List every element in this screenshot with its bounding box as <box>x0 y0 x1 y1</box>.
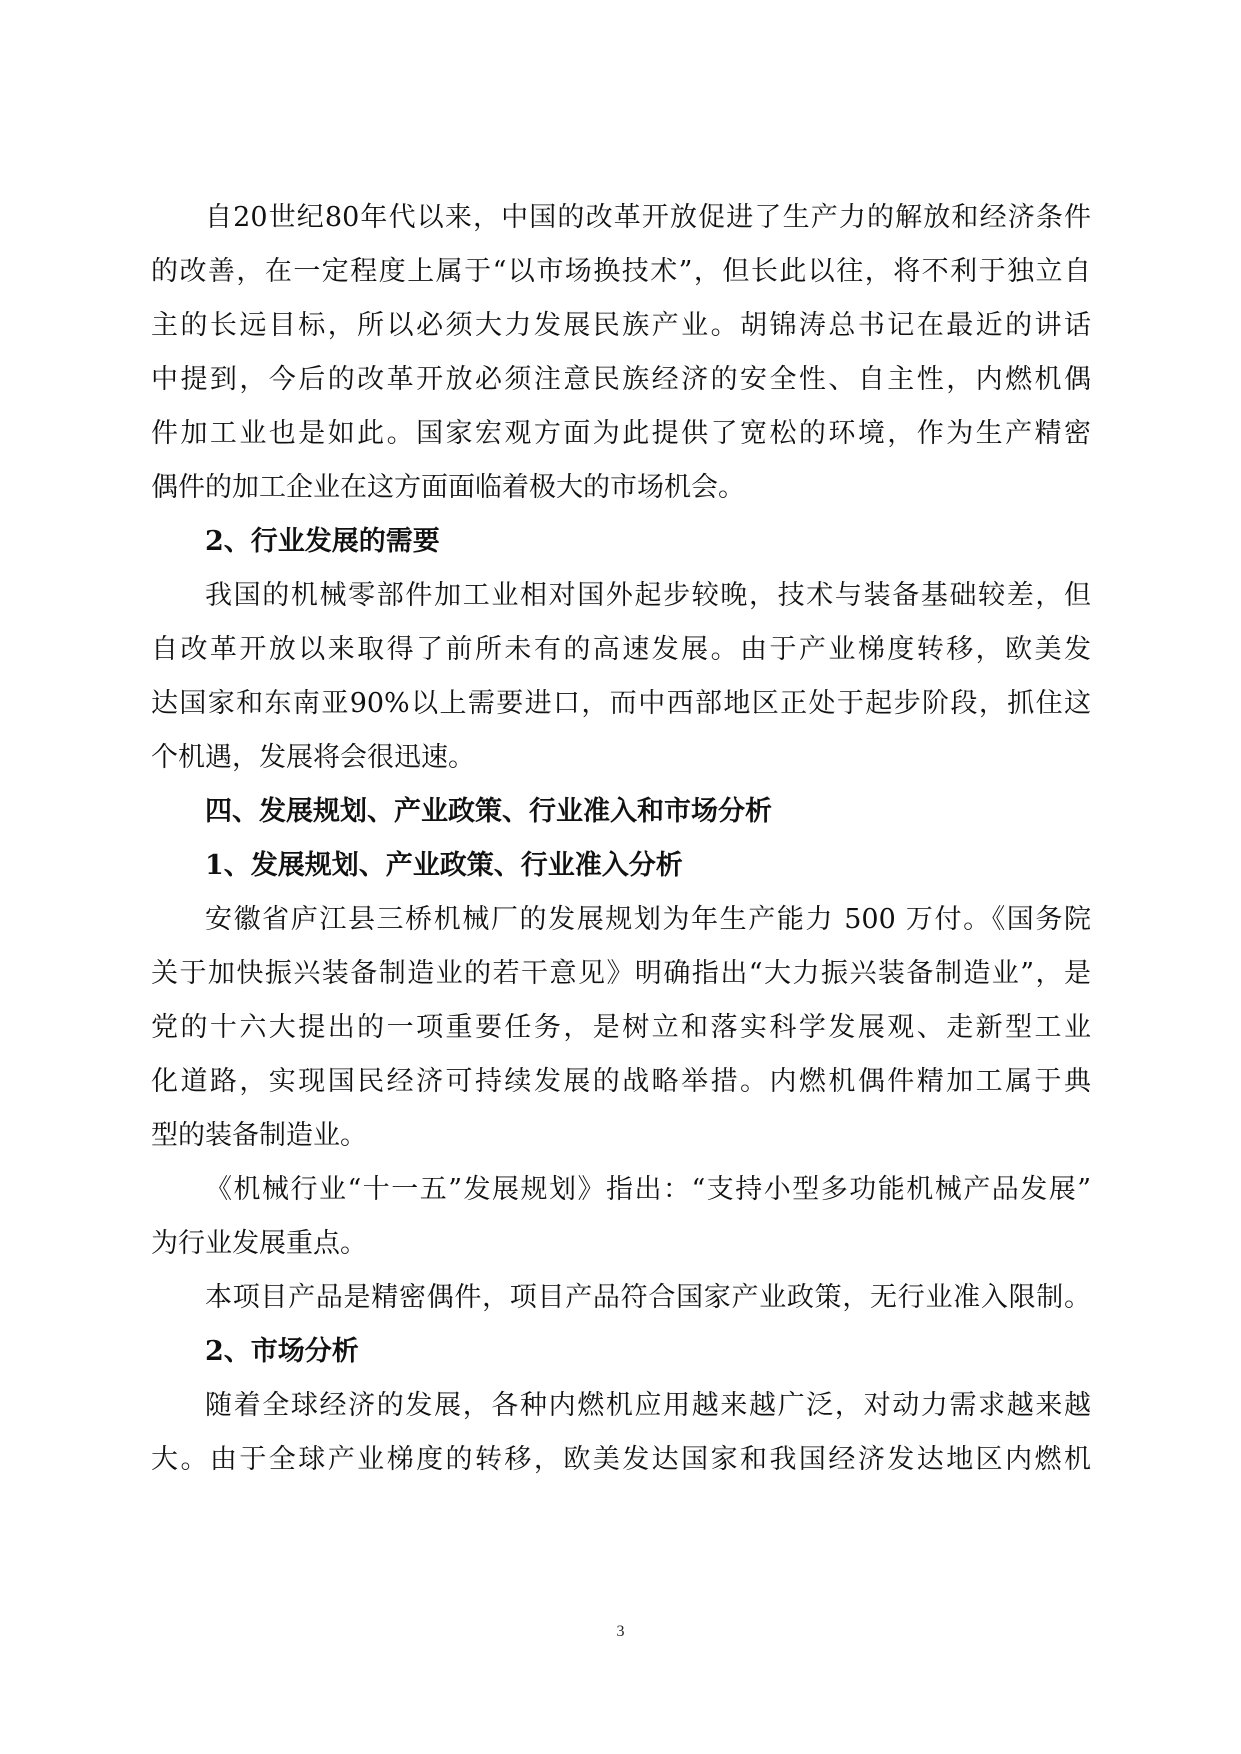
paragraph-line: 的改善，在一定程度上属于“以市场换技术”，但长此以往，将不利于独立自 <box>151 256 1091 287</box>
body-text <box>151 191 1091 1487</box>
section-heading: 四、发展规划、产业政策、行业准入和市场分析 <box>205 796 772 827</box>
paragraph-line: 为行业发展重点。 <box>151 1228 367 1259</box>
paragraph-line: 安徽省庐江县三桥机械厂的发展规划为年生产能力 500 万付。《国务院 <box>205 904 1091 935</box>
paragraph-line: 自20世纪80年代以来，中国的改革开放促进了生产力的解放和经济条件 <box>205 202 1091 233</box>
page-number: 3 <box>616 1623 625 1640</box>
paragraph-line: 个机遇，发展将会很迅速。 <box>151 742 475 773</box>
paragraph-line: 自改革开放以来取得了前所未有的高速发展。由于产业梯度转移，欧美发 <box>151 634 1091 665</box>
paragraph-line: 大。由于全球产业梯度的转移，欧美发达国家和我国经济发达地区内燃机 <box>151 1444 1091 1475</box>
paragraph-line: 《机械行业“十一五”发展规划》指出：“支持小型多功能机械产品发展” <box>205 1174 1091 1205</box>
section-heading: 2、行业发展的需要 <box>205 526 440 557</box>
paragraph-line: 偶件的加工企业在这方面面临着极大的市场机会。 <box>151 472 745 503</box>
paragraph-line: 关于加快振兴装备制造业的若干意见》明确指出“大力振兴装备制造业”，是 <box>151 958 1091 989</box>
paragraph-line: 本项目产品是精密偶件，项目产品符合国家产业政策，无行业准入限制。 <box>205 1282 1091 1313</box>
section-heading: 2、市场分析 <box>205 1336 359 1367</box>
paragraph-line: 达国家和东南亚90%以上需要进口，而中西部地区正处于起步阶段，抓住这 <box>151 688 1091 719</box>
paragraph-line: 中提到，今后的改革开放必须注意民族经济的安全性、自主性，内燃机偶 <box>151 364 1091 395</box>
paragraph-line: 党的十六大提出的一项重要任务，是树立和落实科学发展观、走新型工业 <box>151 1012 1091 1043</box>
paragraph-line: 化道路，实现国民经济可持续发展的战略举措。内燃机偶件精加工属于典 <box>151 1066 1091 1097</box>
paragraph-line: 主的长远目标，所以必须大力发展民族产业。胡锦涛总书记在最近的讲话 <box>151 310 1091 341</box>
paragraph-line: 型的装备制造业。 <box>151 1120 367 1151</box>
section-heading: 1、发展规划、产业政策、行业准入分析 <box>205 850 683 881</box>
paragraph-line: 随着全球经济的发展，各种内燃机应用越来越广泛，对动力需求越来越 <box>205 1390 1091 1421</box>
paragraph-line: 我国的机械零部件加工业相对国外起步较晚，技术与装备基础较差，但 <box>205 580 1091 611</box>
paragraph-line: 件加工业也是如此。国家宏观方面为此提供了宽松的环境，作为生产精密 <box>151 418 1091 449</box>
